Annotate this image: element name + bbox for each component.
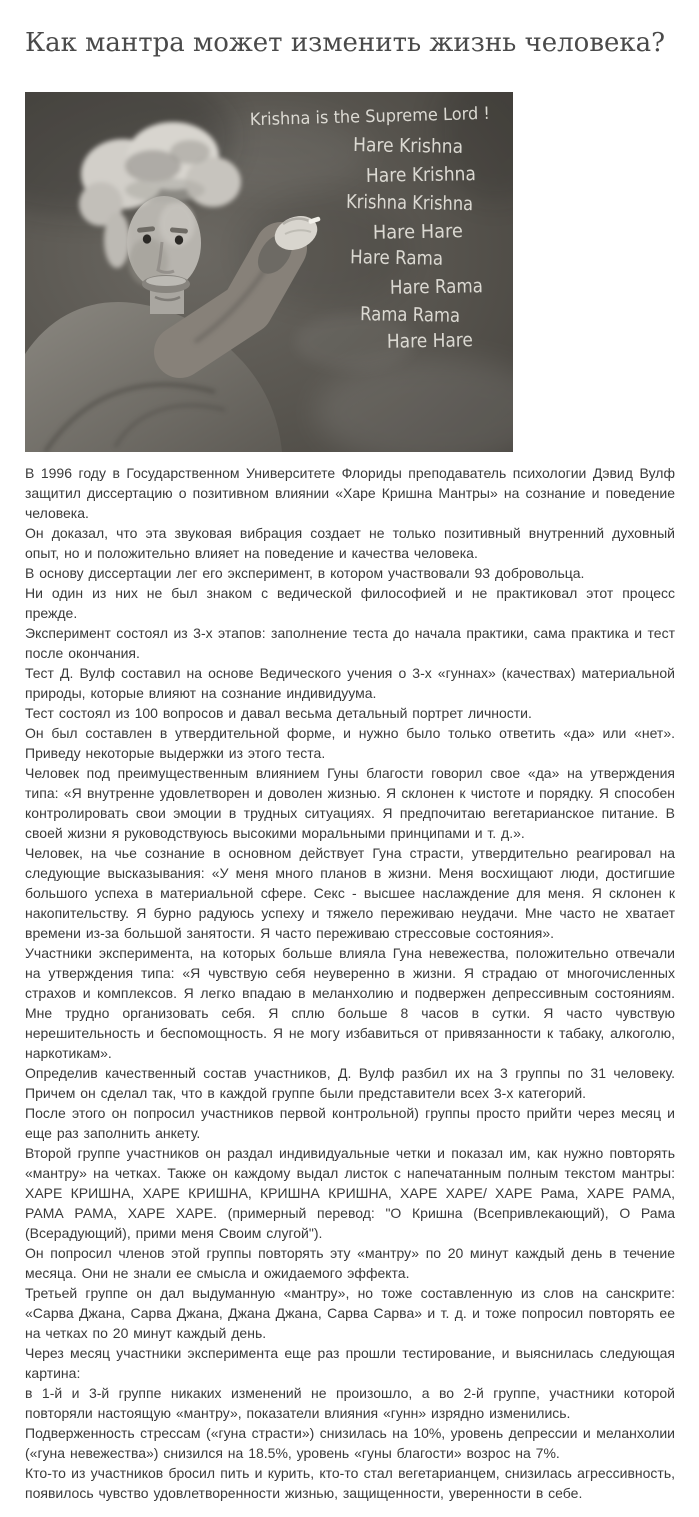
chalk-line: Hare Rama: [349, 246, 456, 271]
paragraph: в 1-й и 3-й группе никаких изменений не произошло, а во 2-й группе, участники которой повторяли настоящую «мантру», показатели влияния «гунн» изрядно изменились.: [25, 1385, 675, 1421]
paragraph: Через месяц участники эксперимента еще раз прошли тестирование, и выяснилась следующая картина:: [25, 1345, 675, 1381]
paragraph: Тест Д. Вулф составил на основе Ведического учения о 3-х «гуннах» (качествах) материальной природы, которые влияют на сознание индивидуума.: [25, 665, 675, 701]
paragraph: Подверженность стрессам («гуна страсти») снизилась на 10%, уровень депрессии и меланхолии («гуна невежества») снизился на 18.5%, уровень «гуны благости» возрос на 7%.: [25, 1425, 675, 1461]
paragraph: Человек под преимущественным влиянием Гуны благости говорил свое «да» на утверждения типа: «Я внутренне удовлетворен и доволен жизнью. Я склонен к чистоте и порядку. Я способен контролировать свои эмоции в трудных ситуациях. Я предпочитаю вегетарианское питание. В своей жизни я руководствуюсь высокими моральными принципами и т. д.».: [25, 765, 675, 841]
page-title: Как мантра может изменить жизнь человека?: [25, 28, 666, 58]
article-body: [25, 463, 675, 1503]
paragraph: В основу диссертации лег его эксперимент, в котором участвовали 93 добровольца.: [25, 565, 585, 581]
paragraph: Он попросил членов этой группы повторять эту «мантру» по 20 минут каждый день в течение месяца. Они не знали ее смысла и ожидаемого эффекта.: [25, 1245, 675, 1281]
chalk-line: Hare Hare: [372, 220, 470, 244]
paragraph: В 1996 году в Государственном Университете Флориды преподаватель психологии Дэвид Вулф защитил диссертацию о позитивном влиянии «Харе Кришна Мантры» на сознание и поведение человека.: [25, 465, 675, 521]
paragraph: После этого он попросил участников первой контрольной) группы просто прийти через месяц и еще раз заполнить анкету.: [25, 1105, 675, 1141]
paragraph: Кто-то из участников бросил пить и курить, кто-то стал вегетарианцем, снизилась агрессивность, появилось чувство удовлетворенности жизнью, защищенности, уверенности в себе.: [25, 1465, 675, 1501]
paragraph: Третьей группе он дал выдуманную «мантру», но тоже составленную из слов на санскрите: «Сарва Джана, Сарва Джана, Джана Джана, Сарва Сарва» и т. д. и тоже попросил повторять ее на четках по 20 минут каждый день.: [25, 1285, 675, 1341]
einstein-blackboard-image: [25, 92, 513, 452]
paragraph: Он доказал, что эта звуковая вибрация создает не только позитивный внутренний духовный опыт, но и положительно влияет на поведение и качества человека.: [25, 525, 675, 561]
chalk-heading: Krishna is the Supreme Lord !: [249, 103, 503, 131]
chalk-line: Hare Krishna: [365, 162, 489, 187]
paragraph: Определив качественный состав участников, Д. Вулф разбил их на 3 группы по 31 человеку. Причем он сделал так, что в каждой группе были представители всех 3-х категорий.: [25, 1065, 675, 1101]
article-page: [0, 26, 699, 1517]
paragraph: Второй группе участников он раздал индивидуальные четки и показал им, как нужно повторять «мантру» на четках. Также он каждому выдал листок с напечатанным полным текстом мантры: ХАРЕ КРИШНА, ХАРЕ КРИШНА, КРИШНА КРИШНА, ХАРЕ ХАРЕ/ ХАРЕ Рама, ХАРЕ РАМА, РАМА РАМА, ХАРЕ ХАРЕ. (примерный перевод: "О Кришна (Всепривлекающий), О Рама (Всерадующий), прими меня Своим слугой").: [25, 1145, 675, 1241]
paragraph: Он был составлен в утвердительной форме, и нужно было только ответить «да» или «нет». Приведу некоторые выдержки из этого теста.: [25, 725, 675, 761]
eye-right: [175, 235, 183, 244]
article-photo: [25, 92, 513, 452]
paragraph: Ни один из них не был знаком с ведической философией и не практиковал этот процесс прежде.: [25, 585, 675, 621]
paragraph: Участники эксперимента, на которых больше влияла Гуна невежества, положительно отвечали на утверждения типа: «Я чувствую себя неуверенно в жизни. Я страдаю от многочисленных страхов и комплексов. Я легко впадаю в меланхолию и подвержен депрессивным состояниям. Мне трудно организовать себя. Я сплю больше 8 часов в сутки. Я часто чувствую нерешительность и беспомощность. Я не могу избавиться от привязанности к табаку, алкоголю, наркотикам».: [25, 945, 675, 1061]
eye-left: [143, 234, 151, 243]
chalk-line: Hare Hare: [386, 329, 484, 353]
chalk-line: Hare Krishna: [352, 134, 476, 159]
paragraph: Человек, на чье сознание в основном действует Гуна страсти, утвердительно реагировал на следующие высказывания: «У меня много планов в жизни. Меня восхищают люди, достигшие большого успеха в материальной сфере. Секс - высшее наслаждение для меня. Я склонен к накопительству. Я бурно радуюсь успеху и тяжело переживаю неудачи. Мне часто не хватает времени из-за большой занятости. Я часто переживаю стрессовые состояния».: [25, 845, 675, 941]
chalk-line: Krishna Krishna: [345, 190, 495, 216]
paragraph: Тест состоял из 100 вопросов и давал весьма детальный портрет личности.: [25, 705, 532, 721]
chalk-line: Rama Rama: [359, 303, 476, 328]
chalk-line: Hare Rama: [389, 274, 496, 299]
paragraph: Эксперимент состоял из 3-х этапов: заполнение теста до начала практики, сама практика и тест после окончания.: [25, 625, 675, 661]
